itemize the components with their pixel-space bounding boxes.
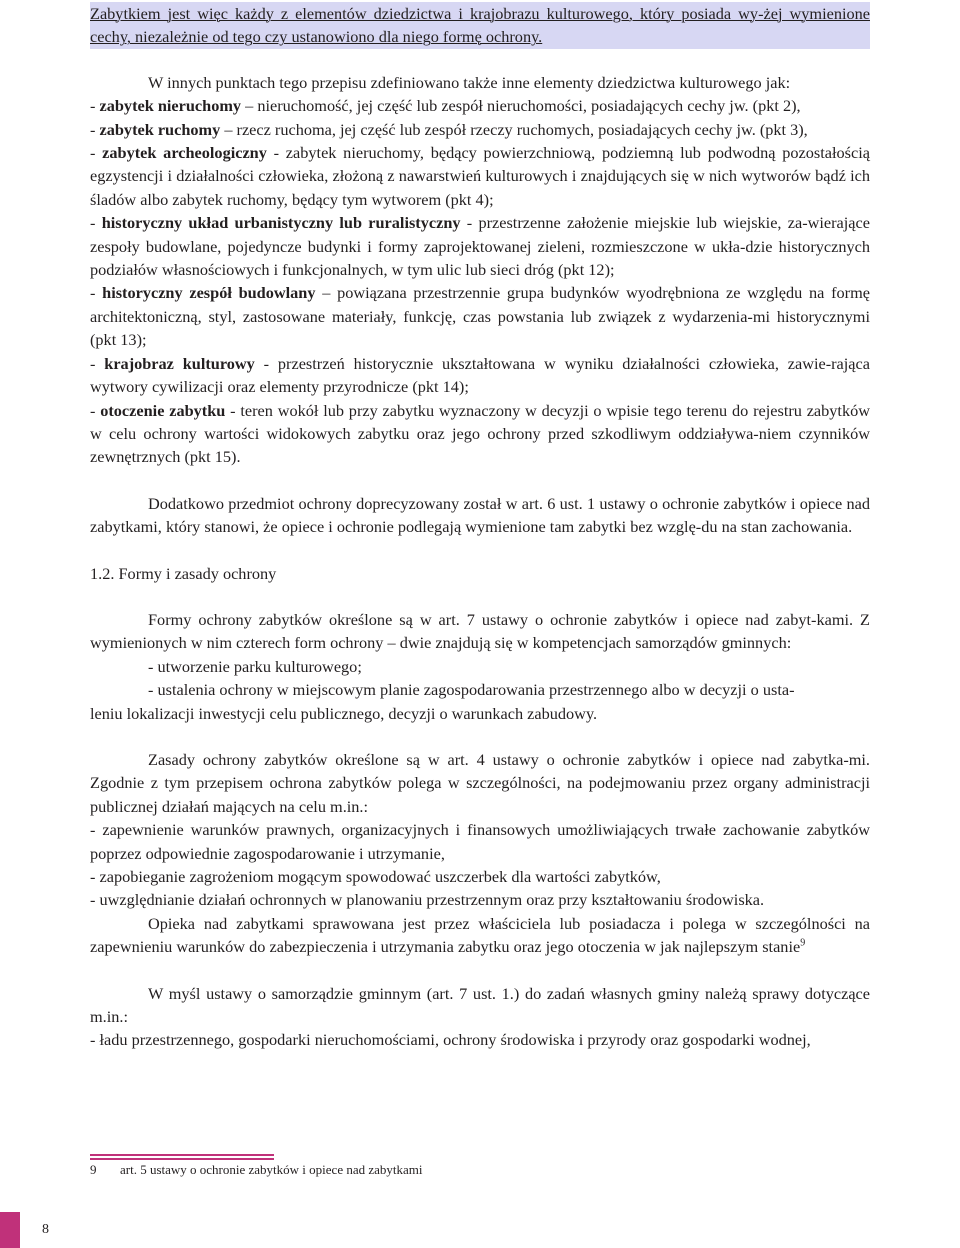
list-item: - zapewnienie warunków prawnych, organizacyjnych i finansowych umożliwiających trwałe zachowanie zabytków poprzez odpowiednie zagospodarowanie i utrzymanie, bbox=[90, 820, 870, 863]
definition-urban-layout: - historyczny układ urbanistyczny lub ruralistyczny - przestrzenne założenie miejskie lub wiejskie, za-wierające zespoły budowlane, pojedyncze budynki i formy zaprojektowanej zieleni, rozmieszczone w ukła-dzie historycznych podziałów własnościowych i funkcjonalnych, w tym ulic lub sieci dróg (pkt 12); bbox=[90, 213, 870, 280]
list-item: - zapobieganie zagrożeniom mogącym spowodować uszczerbek dla wartości zabytków, bbox=[90, 867, 661, 886]
list-item-continuation: leniu lokalizacji inwestycji celu publicznego, decyzji o warunkach zabudowy. bbox=[90, 703, 598, 723]
paragraph-care: Opieka nad zabytkami sprawowana jest przez właściciela lub posiadacza i polega w szczególności na zapewnieniu warunków do zabezpieczenia i utrzymania zabytku oraz jego otoczenia w jak najlepszym stanie$^9$ bbox=[90, 913, 870, 957]
list-item: - uwzględnianie działań ochronnych w planowaniu przestrzennym oraz przy kształtowaniu środowiska. bbox=[90, 890, 765, 910]
paragraph-rules: Zasady ochrony zabytków określone są w art. 4 ustawy o ochronie zabytków i opiece nad zabytka-mi. Zgodnie z tym przepisem ochrona zabytków polega w szczególności, na podejmowaniu przez organy administracji publicznej działań mających na celu m.in.: bbox=[90, 749, 870, 816]
footnote-text: art. 5 ustawy o ochronie zabytków i opiece nad zabytkami bbox=[120, 1162, 423, 1177]
paragraph-forms: Formy ochrony zabytków określone są w art. 7 ustawy o ochronie zabytków i opiece nad zabyt-kami. Z wymienionych w nim czterech form ochrony – dwie znajdują się w kompetencjach samorządów gminnych: bbox=[90, 609, 870, 653]
highlighted-text: Zabytkiem jest więc każdy z elementów dziedzictwa i krajobrazu kulturowego, który posiada wy-żej wymienione cechy, niezależnie od tego czy ustanowiono dla niego formę ochrony. bbox=[90, 2, 870, 49]
page-number-bar bbox=[0, 1212, 20, 1248]
section-heading: 1.2. Formy i zasady ochrony bbox=[90, 563, 277, 583]
definition-building-complex: - historyczny zespół budowlany – powiązana przestrzennie grupa budynków wyodrębniona ze względu na formę architektoniczną, styl, zastosowane materiały, funkcję, czas powstania lub związek z wydarzenia-mi historycznymi (pkt 13); bbox=[90, 283, 870, 350]
document-body bbox=[90, 0, 870, 1052]
definition-cultural-landscape: - krajobraz kulturowy - przestrzeń historycznie ukształtowana w wyniku działalności człowieka, zawie-rająca wytwory cywilizacji oraz elementy przyrodnicze (pkt 14); bbox=[90, 353, 870, 397]
paragraph-municipal: W myśl ustawy o samorządzie gminnym (art. 7 ust. 1.) do zadań własnych gminy należą sprawy dotyczące m.in.: bbox=[90, 983, 870, 1027]
list-item: - ładu przestrzennego, gospodarki nieruchomościami, ochrony środowiska i przyrody oraz gospodarki wodnej, bbox=[90, 1030, 811, 1050]
list-item: - utworzenie parku kulturowego; bbox=[148, 656, 362, 676]
footnote-number: 9 bbox=[90, 1162, 97, 1177]
definition-immovable: - zabytek nieruchomy – nieruchomość, jej część lub zespół nieruchomości, posiadających cechy jw. (pkt 2), bbox=[90, 96, 801, 116]
definition-surroundings: - otoczenie zabytku - teren wokół lub przy zabytku wyznaczony w decyzji o wpisie tego terenu do rejestru zabytków w celu ochrony wartości widokowych zabytku oraz jego ochrony przed szkodliwym oddziaływa-niem czynników zewnętrznych (pkt 15). bbox=[90, 400, 870, 467]
footnote bbox=[90, 1161, 790, 1179]
list-item: - ustalenia ochrony w miejscowym planie zagospodarowania przestrzennego albo w decyzji o usta- bbox=[148, 680, 795, 700]
paragraph-art6: Dodatkowo przedmiot ochrony doprecyzowany został w art. 6 ust. 1 ustawy o ochronie zabytków i opiece nad zabytkami, który stanowi, że opiece i ochronie podlegają wymienione tam zabytki bez wzglę-du na stan zachowania. bbox=[90, 493, 870, 537]
definition-movable: - zabytek ruchomy – rzecz ruchoma, jej część lub zespół rzeczy ruchomych, posiadających cechy jw. (pkt 3), bbox=[90, 119, 808, 139]
definition-archaeological: - zabytek archeologiczny - zabytek nieruchomy, będący powierzchniową, podziemną lub podwodną pozostałością egzystencji i działalności człowieka, złożoną z nawarstwień kulturowych i znajdujących się w nich wytworów bądź ich śladów albo zabytek ruchomy, będący tym wytworem (pkt 4); bbox=[90, 143, 870, 209]
paragraph-definitions-intro: W innych punktach tego przepisu zdefiniowano także inne elementy dziedzictwa kulturowego jak: bbox=[148, 72, 791, 92]
footnote-ref[interactable]: 9 bbox=[800, 937, 806, 949]
page-number: 8 bbox=[42, 1222, 49, 1237]
paragraph-intro bbox=[90, 2, 870, 49]
